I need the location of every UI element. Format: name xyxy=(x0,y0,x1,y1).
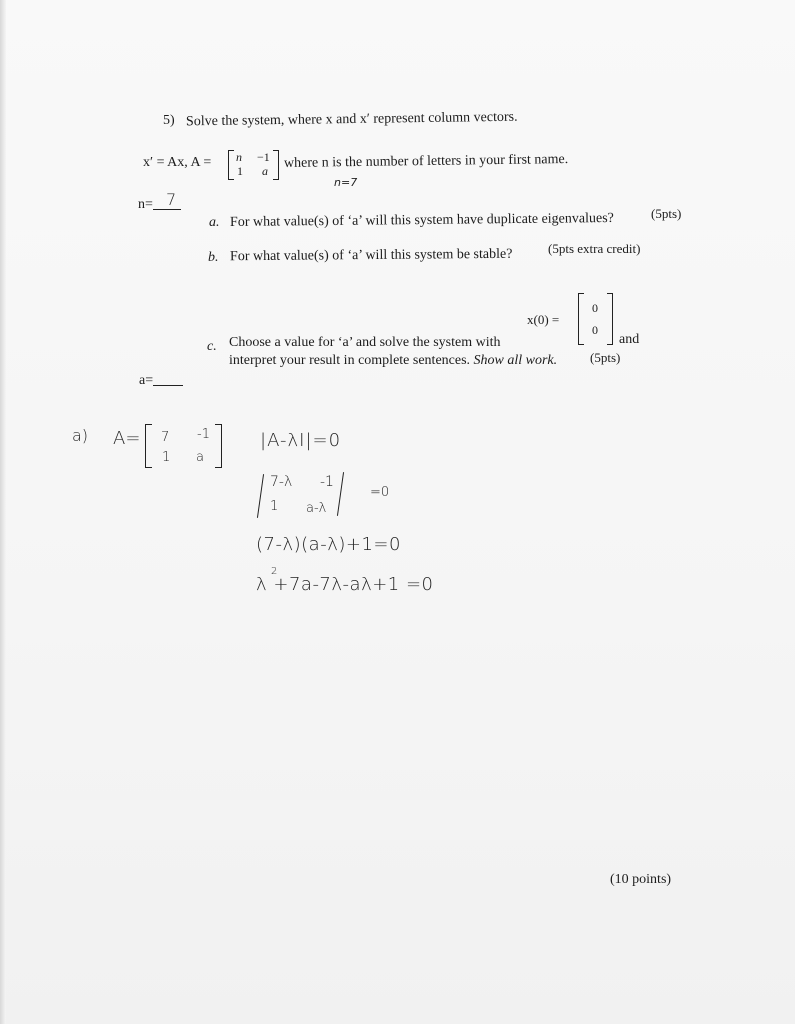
problem-number: 5) xyxy=(163,113,175,128)
hw-det-rhs: =0 xyxy=(370,485,390,500)
part-a-text: For what value(s) of ‘a’ will this system have duplicate eigenvalues? xyxy=(229,210,614,231)
x0-v2: 0 xyxy=(592,323,598,337)
hw-step1: (7-λ)(a-λ)+1=0 xyxy=(256,534,401,555)
hw-det-r1c2: -1 xyxy=(320,474,334,490)
x0-v1: 0 xyxy=(592,301,598,315)
problem-intro: Solve the system, where x and x′ represent column vectors. xyxy=(185,109,518,130)
hw-det-r1c1: 7-λ xyxy=(270,474,293,490)
hw-n-value: 7 xyxy=(166,190,177,209)
matrix-a-r2c1: 1 xyxy=(237,164,243,178)
hw-det-equation: |A-λI|=0 xyxy=(260,430,342,451)
part-c-line2-text: interpret your result in complete sentences. xyxy=(229,353,471,368)
hw-A-label: A= xyxy=(113,428,141,449)
hw-A-matrix xyxy=(145,424,225,470)
a-label xyxy=(139,374,183,388)
hw-det-r2c1: 1 xyxy=(270,499,279,514)
hw-A-r1c1: 7 xyxy=(161,430,170,445)
hw-part-label: a) xyxy=(72,426,89,445)
n-label-text: n= xyxy=(138,197,153,212)
part-c-show-work: Show all work. xyxy=(473,353,558,368)
part-a-letter: a. xyxy=(209,215,220,230)
x0-lhs: x(0) = xyxy=(527,312,560,327)
matrix-a-r1c2: −1 xyxy=(257,150,270,164)
part-b-points: (5pts extra credit) xyxy=(548,241,641,256)
hw-n-note: n=7 xyxy=(334,176,358,189)
part-c-points: (5pts) xyxy=(590,350,621,365)
part-c-line1: Choose a value for ‘a’ and solve the system with xyxy=(229,335,501,350)
hw-det-r2c2: a-λ xyxy=(306,501,327,516)
total-points: (10 points) xyxy=(610,872,672,887)
hw-A-r2c1: 1 xyxy=(162,450,171,465)
where-text: where n is the number of letters in your first name. xyxy=(283,152,569,171)
hw-step2: λ +7a-7λ-aλ+1 =0 xyxy=(256,574,434,595)
hw-det-matrix xyxy=(258,470,418,520)
a-answer-blank xyxy=(153,385,183,386)
part-a-points: (5pts) xyxy=(651,206,682,221)
matrix-a xyxy=(228,150,280,180)
a-label-text: a= xyxy=(139,373,154,388)
x0-vector xyxy=(578,293,614,347)
hw-A-r2c2: a xyxy=(196,450,204,465)
matrix-a-r1c1: n xyxy=(236,150,242,164)
part-b-text: For what value(s) of ‘a’ will this system be stable? xyxy=(229,246,513,265)
page-shadow-edge xyxy=(0,0,6,1024)
part-c-line2 xyxy=(229,354,557,368)
n-answer-blank xyxy=(153,209,181,210)
part-b-letter: b. xyxy=(208,250,219,265)
hw-step2-sup: 2 xyxy=(271,566,278,577)
matrix-a-r2c2: a xyxy=(262,164,268,178)
hw-A-r1c2: -1 xyxy=(197,427,210,442)
part-c-and: and xyxy=(619,332,640,347)
part-c-letter: c. xyxy=(207,339,217,354)
equation-lhs: x′ = Ax, A = xyxy=(143,155,212,170)
